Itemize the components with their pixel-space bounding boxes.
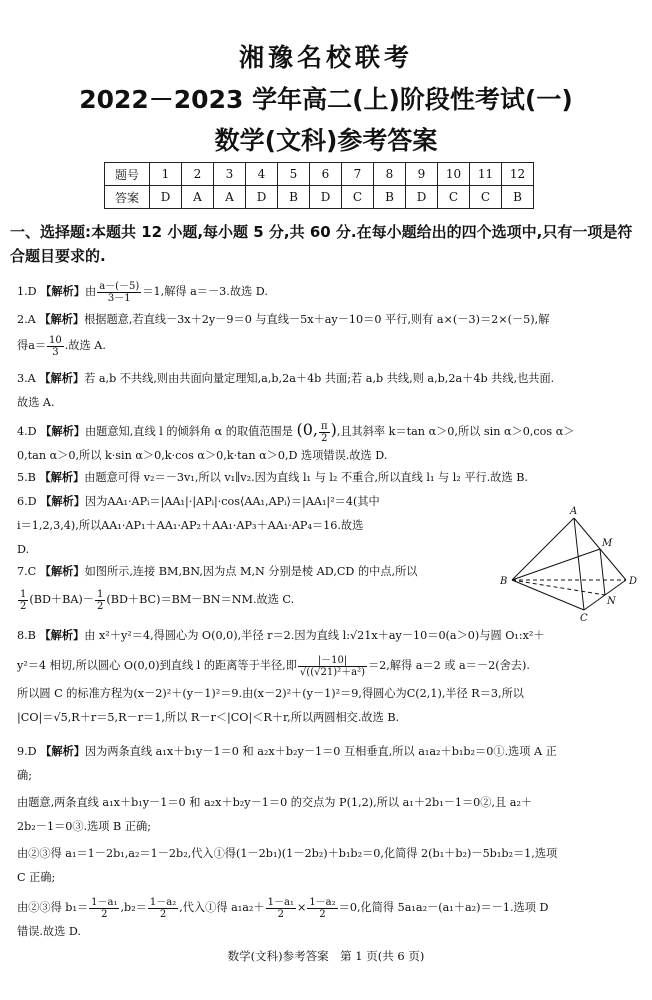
answer-cell: D <box>246 186 278 209</box>
denominator: 2 <box>101 908 108 920</box>
numerator: 1 <box>96 588 104 600</box>
analysis-tag: 【解析】 <box>39 313 85 326</box>
solution-text: 2b₂－1＝0③.选项 B 正确; <box>17 820 151 833</box>
solution-text: 由题意知,直线 l 的倾斜角 α 的取值范围是 <box>84 425 293 438</box>
solution-text: (BD＋BC)＝BM－BN＝NM.故选 C. <box>106 593 295 606</box>
question-number: 7 <box>342 163 374 186</box>
analysis-tag: 【解析】 <box>40 495 85 508</box>
solution-9 <box>17 740 639 944</box>
numerator: 1－a₁ <box>91 896 118 908</box>
fraction <box>307 897 337 920</box>
label-n: N <box>607 596 616 607</box>
solution-text: 故选 A. <box>17 396 55 409</box>
question-label: 6.D <box>17 495 37 508</box>
question-number: 2 <box>182 163 214 186</box>
analysis-tag: 【解析】 <box>39 372 85 385</box>
solution-text: 由题意可得 v₂＝－3v₁,所以 v₁∥v₂.因为直线 l₁ 与 l₂ 不重合,所以直线 l₁ 与 l₂ 平行.故选 B. <box>84 471 528 484</box>
solution-text: 所以圆 C 的标准方程为(x－2)²＋(y－1)²＝9.由(x－2)²＋(y－1)²＝9,得圆心为C(2,1),半径 R＝3,所以 <box>17 687 524 700</box>
analysis-tag: 【解析】 <box>39 629 85 642</box>
solution-text: .故选 A. <box>64 339 106 352</box>
row-label: 答案 <box>105 186 150 209</box>
denominator: 3 <box>52 346 59 358</box>
question-label: 4.D <box>17 425 37 438</box>
solution-text: 若 a,b 不共线,则由共面向量定理知,a,b,2a＋4b 共面;若 a,b 共线,则 a,b,2a＋4b 共线,也共面. <box>84 372 555 385</box>
analysis-tag: 【解析】 <box>39 471 85 484</box>
solution-text: 0,tan α＞0,所以 k·sin α＞0,k·cos α＞0,k·tan α＞0,D 选项错误.故选 D. <box>17 449 388 462</box>
tetrahedron-figure <box>498 504 646 624</box>
fraction <box>18 589 28 612</box>
fraction <box>266 897 296 920</box>
solution-text: 由②③得 a₁＝1－2b₁,a₂＝1－2b₂,代入①得(1－2b₁)(1－2b₂)＋b₁b₂＝0,化简得 2(b₁＋b₂)－5b₁b₂＝1,选项 <box>17 847 558 860</box>
page-footer: 数学(文科)参考答案 第 1 页(共 6 页) <box>227 949 425 963</box>
question-number: 10 <box>438 163 470 186</box>
question-label: 7.C <box>17 565 37 578</box>
fraction <box>298 655 367 678</box>
answer-table-row-numbers <box>105 163 534 186</box>
exam-title: 2022－2023 学年高二(上)阶段性考试(一) <box>79 85 573 114</box>
solution-text: 由②③得 b₁＝ <box>17 901 89 914</box>
interval-bracket: ) <box>330 420 337 439</box>
solution-text: 如图所示,连接 BM,BN,因为点 M,N 分别是棱 AD,CD 的中点,所以 <box>84 565 418 578</box>
numerator: 1－a₂ <box>149 896 177 908</box>
question-number: 11 <box>470 163 502 186</box>
numerator: π <box>320 420 328 432</box>
solution-text: 根据题意,若直线－3x＋2y－9＝0 与直线－5x＋ay－10＝0 平行,则有 a×(－3)＝2×(－5),解 <box>84 313 550 326</box>
numerator: 10 <box>49 334 62 346</box>
denominator: 2 <box>321 432 328 444</box>
answer-cell: C <box>470 186 502 209</box>
label-b: B <box>500 576 508 587</box>
solution-text: (BD＋BA)－ <box>29 593 94 606</box>
answer-cell: B <box>374 186 406 209</box>
solution-text: ,代入①得 a₁a₂＋ <box>179 901 265 914</box>
denominator: 2 <box>319 908 326 920</box>
fraction <box>148 897 178 920</box>
fraction <box>319 421 330 444</box>
solution-text: 由 x²＋y²＝4,得圆心为 O(0,0),半径 r＝2.因为直线 l:√21x＋ay－10＝0(a＞0)与圆 O₁:x²＋ <box>84 629 545 642</box>
fraction <box>47 335 64 358</box>
solution-text: 得a＝ <box>17 339 47 352</box>
answer-cell: A <box>214 186 246 209</box>
interval-bracket: (0, <box>296 420 318 439</box>
label-a: A <box>570 506 578 517</box>
solution-text: |CO|＝√5,R＋r＝5,R－r＝1,所以 R－r＜|CO|＜R＋r,所以两圆相交.故选 B. <box>17 711 400 724</box>
question-number: 5 <box>278 163 310 186</box>
solution-text: 错误.故选 D. <box>17 925 81 938</box>
numerator: 1 <box>20 588 27 600</box>
solution-text: 因为两条直线 a₁x＋b₁y－1＝0 和 a₂x＋b₂y－1＝0 互相垂直,所以 a₁a₂＋b₁b₂＝0①.选项 A 正 <box>84 745 557 758</box>
fraction <box>89 897 119 920</box>
denominator: √((√21)²＋a²) <box>299 666 365 678</box>
answer-cell: D <box>406 186 438 209</box>
numerator: |－10| <box>298 655 367 667</box>
denominator: 2 <box>96 600 104 612</box>
label-m: M <box>602 538 613 549</box>
analysis-tag: 【解析】 <box>40 285 85 298</box>
question-label: 9.D <box>17 745 37 758</box>
question-label: 3.A <box>17 372 36 385</box>
edge-ac <box>574 518 584 610</box>
solution-text: 确; <box>17 769 32 782</box>
answer-cell: B <box>502 186 534 209</box>
solution-text: ,且其斜率 k＝tan α＞0,所以 sin α＞0,cos α＞ <box>336 425 575 438</box>
solution-text: i＝1,2,3,4),所以AA₁·AP₁＋AA₁·AP₂＋AA₁·AP₃＋AA₁·AP₄＝16.故选 <box>17 519 364 532</box>
solution-text: ,b₂＝ <box>120 901 147 914</box>
solution-text: 由题意,两条直线 a₁x＋b₁y－1＝0 和 a₂x＋b₂y－1＝0 的交点为 P(1,2),所以 a₁＋2b₁－1＝0②,且 a₂＋ <box>17 796 533 809</box>
solution-4 <box>17 418 639 468</box>
solution-text: ＝0,化简得 5a₁a₂－(a₁＋a₂)＝－1.选项 D <box>338 901 549 914</box>
segment-bm <box>512 549 600 580</box>
fraction <box>95 589 105 612</box>
solution-text: y²＝4 相切,所以圆心 O(0,0)到直线 l 的距离等于半径,即 <box>17 659 297 672</box>
solution-text: ＝2,解得 a＝2 或 a＝－2(舍去). <box>367 659 530 672</box>
edge-ab <box>512 518 574 580</box>
solution-text: ＝1,解得 a＝－3.故选 D. <box>142 285 268 298</box>
question-number: 9 <box>406 163 438 186</box>
edge-bc <box>512 580 584 610</box>
question-label: 2.A <box>17 313 36 326</box>
answer-cell: D <box>310 186 342 209</box>
analysis-tag: 【解析】 <box>40 745 85 758</box>
section-heading: 一、选择题:本题共 12 小题,每小题 5 分,共 60 分.在每小题给出的四个选项中,只有一项是符合题目要求的. <box>10 223 633 265</box>
solution-text: C 正确; <box>17 871 56 884</box>
solution-5 <box>17 466 639 490</box>
answer-table <box>104 162 534 209</box>
solution-1 <box>17 280 639 304</box>
question-number: 4 <box>246 163 278 186</box>
analysis-tag: 【解析】 <box>40 425 85 438</box>
answer-cell: D <box>150 186 182 209</box>
question-number: 6 <box>310 163 342 186</box>
question-number: 8 <box>374 163 406 186</box>
label-d: D <box>629 576 638 587</box>
solution-2 <box>17 308 639 358</box>
numerator: a－(－5) <box>99 280 140 292</box>
numerator: 1－a₁ <box>267 896 294 908</box>
answer-cell: C <box>438 186 470 209</box>
answer-cell: C <box>342 186 374 209</box>
solution-text: 因为AA₁·APᵢ＝|AA₁|·|APᵢ|·cos⟨AA₁,APᵢ⟩＝|AA₁|²＝4(其中 <box>84 495 380 508</box>
solution-7 <box>17 560 497 612</box>
answer-key-title: 数学(文科)参考答案 <box>214 126 438 155</box>
solution-6 <box>17 490 497 562</box>
denominator: 2 <box>159 908 167 920</box>
answer-cell: A <box>182 186 214 209</box>
fraction <box>97 281 141 304</box>
segment-mn <box>600 549 605 595</box>
question-number: 12 <box>502 163 534 186</box>
analysis-tag: 【解析】 <box>39 565 85 578</box>
solution-3 <box>17 367 639 415</box>
segment-bn <box>512 580 605 595</box>
solution-text: × <box>296 901 307 914</box>
answer-table-row-answers <box>105 186 534 209</box>
solution-8 <box>17 624 639 730</box>
numerator: 1－a₂ <box>309 896 336 908</box>
row-label: 题号 <box>105 163 150 186</box>
denominator: 3－1 <box>107 292 131 304</box>
exam-org-title: 湘豫名校联考 <box>238 43 413 72</box>
solution-text: 由 <box>84 285 97 298</box>
question-label: 5.B <box>17 471 36 484</box>
question-number: 3 <box>214 163 246 186</box>
solution-text: D. <box>17 543 30 556</box>
denominator: 2 <box>277 908 284 920</box>
question-number: 1 <box>150 163 182 186</box>
question-label: 1.D <box>17 285 37 298</box>
denominator: 2 <box>20 600 27 612</box>
answer-cell: B <box>278 186 310 209</box>
label-c: C <box>580 613 588 624</box>
question-label: 8.B <box>17 629 36 642</box>
